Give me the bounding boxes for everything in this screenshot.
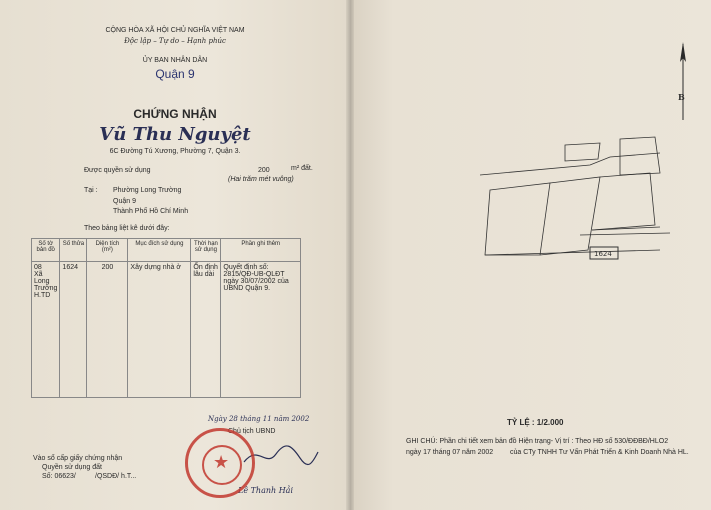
area-unit: m² đất. <box>291 165 313 172</box>
list-intro: Theo bảng liệt kê dưới đây: <box>84 225 170 232</box>
cell-term <box>191 262 221 398</box>
location-city: Thành Phố Hồ Chí Minh <box>113 208 189 215</box>
signer-name: Lê Thanh Hải <box>238 486 293 495</box>
sheet-line: Xã <box>34 271 43 278</box>
map-note-date: ngày 17 tháng 07 năm 2002 <box>406 449 494 456</box>
notes-line: Quyết định số: <box>223 264 269 271</box>
committee-label: ỦY BAN NHÂN DÂN <box>142 57 208 64</box>
north-arrow-icon <box>675 40 691 125</box>
right-label: Được quyền sử dụng <box>84 167 151 174</box>
cell-sheet <box>32 262 60 398</box>
term-line: lâu dài <box>193 271 215 278</box>
district-name: Quận 9 <box>155 67 195 81</box>
col-parcel: Số thửa <box>60 239 87 262</box>
table-row <box>32 262 301 398</box>
area-value: 200 <box>258 167 270 174</box>
star-icon: ★ <box>213 452 230 473</box>
cell-notes <box>221 262 301 398</box>
scale-label: TỶ LỆ : 1/2.000 <box>507 418 564 427</box>
col-sheet: Số tờ bản đồ <box>32 239 60 262</box>
holder-name: Vũ Thu Nguyệt <box>99 124 251 145</box>
map-note-company: của CTy TNHH Tư Vấn Phát Triển & Kinh Doanh Nhà HL. <box>510 449 689 456</box>
north-label: B <box>678 92 685 102</box>
parcel-map <box>470 135 685 285</box>
sheet-line: 08 <box>34 264 42 271</box>
area-words: (Hai trăm mét vuông) <box>228 176 294 183</box>
at-label: Tại : <box>84 187 98 194</box>
cell-area: 200 <box>87 262 128 398</box>
col-term: Thời hạn sử dụng <box>191 239 221 262</box>
cell-parcel: 1624 <box>60 262 87 398</box>
col-purpose: Mục đích sử dụng <box>128 239 191 262</box>
sheet-line: Long <box>34 278 50 285</box>
left-page <box>0 0 350 510</box>
registry-line: Vào sổ cấp giấy chứng nhận <box>33 455 123 462</box>
parcel-number: 1624 <box>594 250 612 258</box>
book-spine <box>346 0 354 510</box>
motto: Độc lập – Tự do – Hạnh phúc <box>124 37 226 45</box>
cell-purpose: Xây dựng nhà ở <box>128 262 191 398</box>
republic-title: CỘNG HÒA XÃ HỘI CHỦ NGHĨA VIỆT NAM <box>105 27 245 34</box>
registry-line: Quyền sử dụng đất <box>42 464 102 471</box>
sign-date: Ngày 28 tháng 11 năm 2002 <box>208 415 310 423</box>
col-notes: Phần ghi thêm <box>221 239 301 262</box>
certificate-title: CHỨNG NHẬN <box>133 107 217 121</box>
signer-title: Chủ tịch UBND <box>228 428 276 435</box>
location-ward: Phường Long Trường <box>113 187 182 194</box>
location-district: Quận 9 <box>113 198 136 205</box>
land-table <box>31 238 301 398</box>
right-page <box>350 0 711 510</box>
sheet-line: H.TD <box>34 292 51 299</box>
notes-line: UBND Quận 9. <box>223 285 271 292</box>
table-header-row <box>32 239 301 262</box>
official-seal <box>185 428 255 498</box>
notes-line: ngày 30/07/2002 của <box>223 278 289 285</box>
sheet-line: Trường <box>34 285 58 292</box>
registry-number: Số: 06623/ <box>42 473 76 480</box>
holder-address: 6C Đường Tú Xương, Phường 7, Quận 3. <box>109 148 241 155</box>
term-line: Ổn định <box>193 264 218 271</box>
registry-suffix: /QSDĐ/ h.T... <box>95 473 137 480</box>
notes-line: 2815/QĐ-UB-QLĐT <box>223 271 285 278</box>
col-area: Diện tích (m²) <box>87 239 128 262</box>
map-note: GHI CHÚ: Phần chi tiết xem bản đồ Hiện trạng- Vị trí : Theo HĐ số 530/ĐĐBĐ/HLO2 <box>406 438 669 445</box>
